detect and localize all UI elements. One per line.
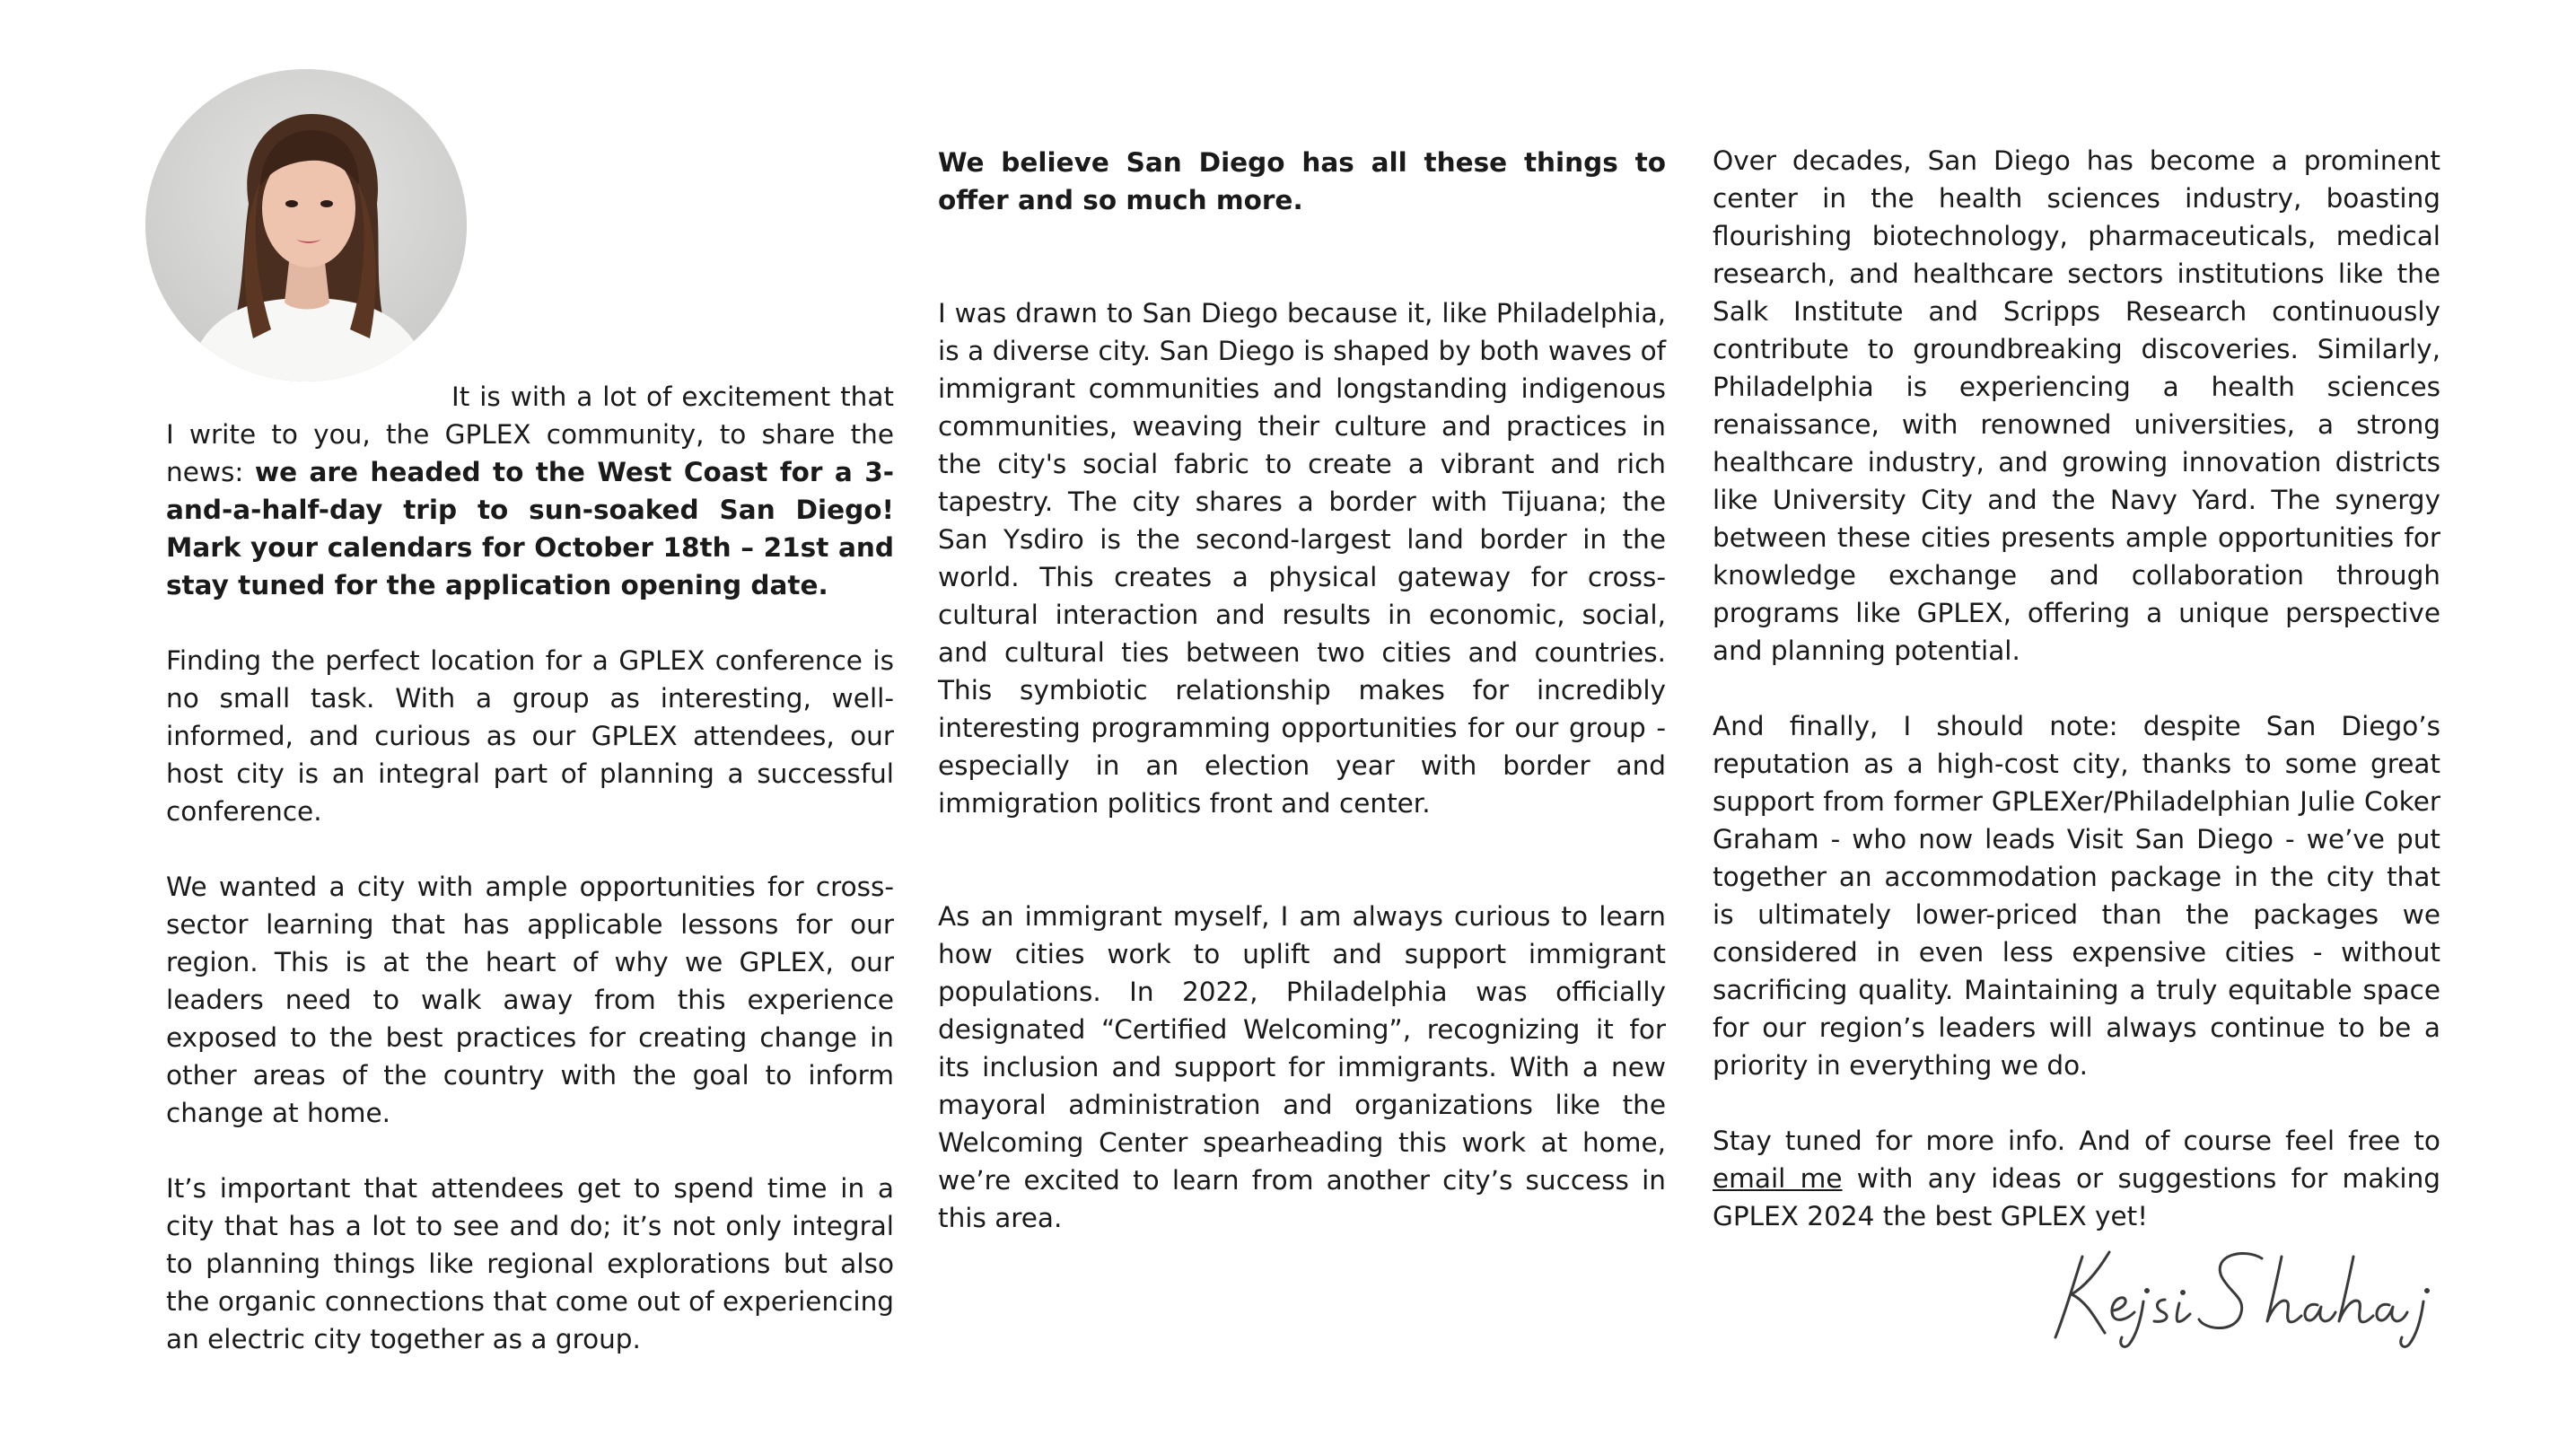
portrait-photo-icon <box>145 69 467 381</box>
email-me-link[interactable]: email me <box>1713 1163 1843 1194</box>
belief-heading-text: We believe San Diego has all these things to offer and so much more. <box>938 147 1666 215</box>
intro-paragraph <box>166 378 894 604</box>
letter-column-2 <box>938 144 1666 1237</box>
author-signature <box>2046 1239 2459 1355</box>
health-sciences-paragraph: Over decades, San Diego has become a prominent center in the health sciences industry, boasting flourishing biotechnology, pharmaceuticals, medical research, and healthcare sectors institutions like the Salk Institute and Scripps Research continuously contribute to groundbreaking discoveries. Similarly, Philadelphia is experiencing a health sciences renaissance, with renowned universities, a strong healthcare industry, and growing innovation districts like University City and the Navy Yard. The synergy between these cities presents ample opportunities for knowledge exchange and collaboration through programs like GPLEX, offering a unique perspective and planning potential. <box>1713 145 2440 666</box>
belief-heading <box>938 144 1666 219</box>
cost-paragraph: And finally, I should note: despite San Diego’s reputation as a high-cost city, thanks to some great support from former GPLEXer/Philadelphian Julie Coker Graham - who now leads Visit San Diego - we’ve put together an accommodation package in the city that is ultimately lower-priced than the packages we considered in even less expensive cities - without sacrificing quality. Maintaining a truly equitable space for our region’s leaders will always continue to be a priority in everything we do. <box>1713 711 2440 1081</box>
letter-column-1 <box>166 378 894 1358</box>
time-paragraph: It’s important that attendees get to spend time in a city that has a lot to see and do; it’s not only integral to planning things like regional explorations but also the organic connections that come out of experiencing an electric city together as a group. <box>166 1173 894 1354</box>
closing-text-start: Stay tuned for more info. And of course feel free to <box>1713 1126 2440 1156</box>
learning-paragraph: We wanted a city with ample opportunities for cross-sector learning that has applicable lessons for our region. This is at the heart of why we GPLEX, our leaders need to walk away from this experience exposed to the best practices for creating change in other areas of the country with the goal to inform change at home. <box>166 872 894 1128</box>
announcement-text: we are headed to the West Coast for a 3-and-a-half-day trip to sun-soaked San Diego! Mark your calendars for October 18th – 21st and stay tuned for the application opening date. <box>166 457 894 600</box>
intro-text: It is with a lot of excitement that I write to you, the GPLEX community, to share the news: <box>166 381 894 487</box>
signature-icon <box>2046 1239 2459 1355</box>
author-portrait <box>145 69 467 381</box>
closing-paragraph <box>1713 1122 2440 1235</box>
immigrant-paragraph: As an immigrant myself, I am always curious to learn how cities work to uplift and support immigrant populations. In 2022, Philadelphia was officially designated “Certified Welcoming”, recognizing it for its inclusion and support for immigrants. With a new mayoral administration and organizations like the Welcoming Center spearheading this work at home, we’re excited to learn from another city’s success in this area. <box>938 901 1666 1233</box>
letter-column-3 <box>1713 142 2440 1235</box>
location-paragraph: Finding the perfect location for a GPLEX conference is no small task. With a group as interesting, well-informed, and curious as our GPLEX attendees, our host city is an integral part of planning a successful conference. <box>166 645 894 827</box>
closing-text-end: with any ideas or suggestions for making GPLEX 2024 the best GPLEX yet! <box>1713 1163 2440 1231</box>
diverse-city-paragraph: I was drawn to San Diego because it, like Philadelphia, is a diverse city. San Diego is shaped by both waves of immigrant communities and longstanding indigenous communities, weaving their culture and practices in the city's social fabric to create a vibrant and rich tapestry. The city shares a border with Tijuana; the San Ysdiro is the second-largest land border in the world. This creates a physical gateway for cross-cultural interaction and results in economic, social, and cultural ties between two cities and countries. This symbiotic relationship makes for incredibly interesting programming opportunities for our group - especially in an election year with border and immigration politics front and center. <box>938 298 1666 819</box>
